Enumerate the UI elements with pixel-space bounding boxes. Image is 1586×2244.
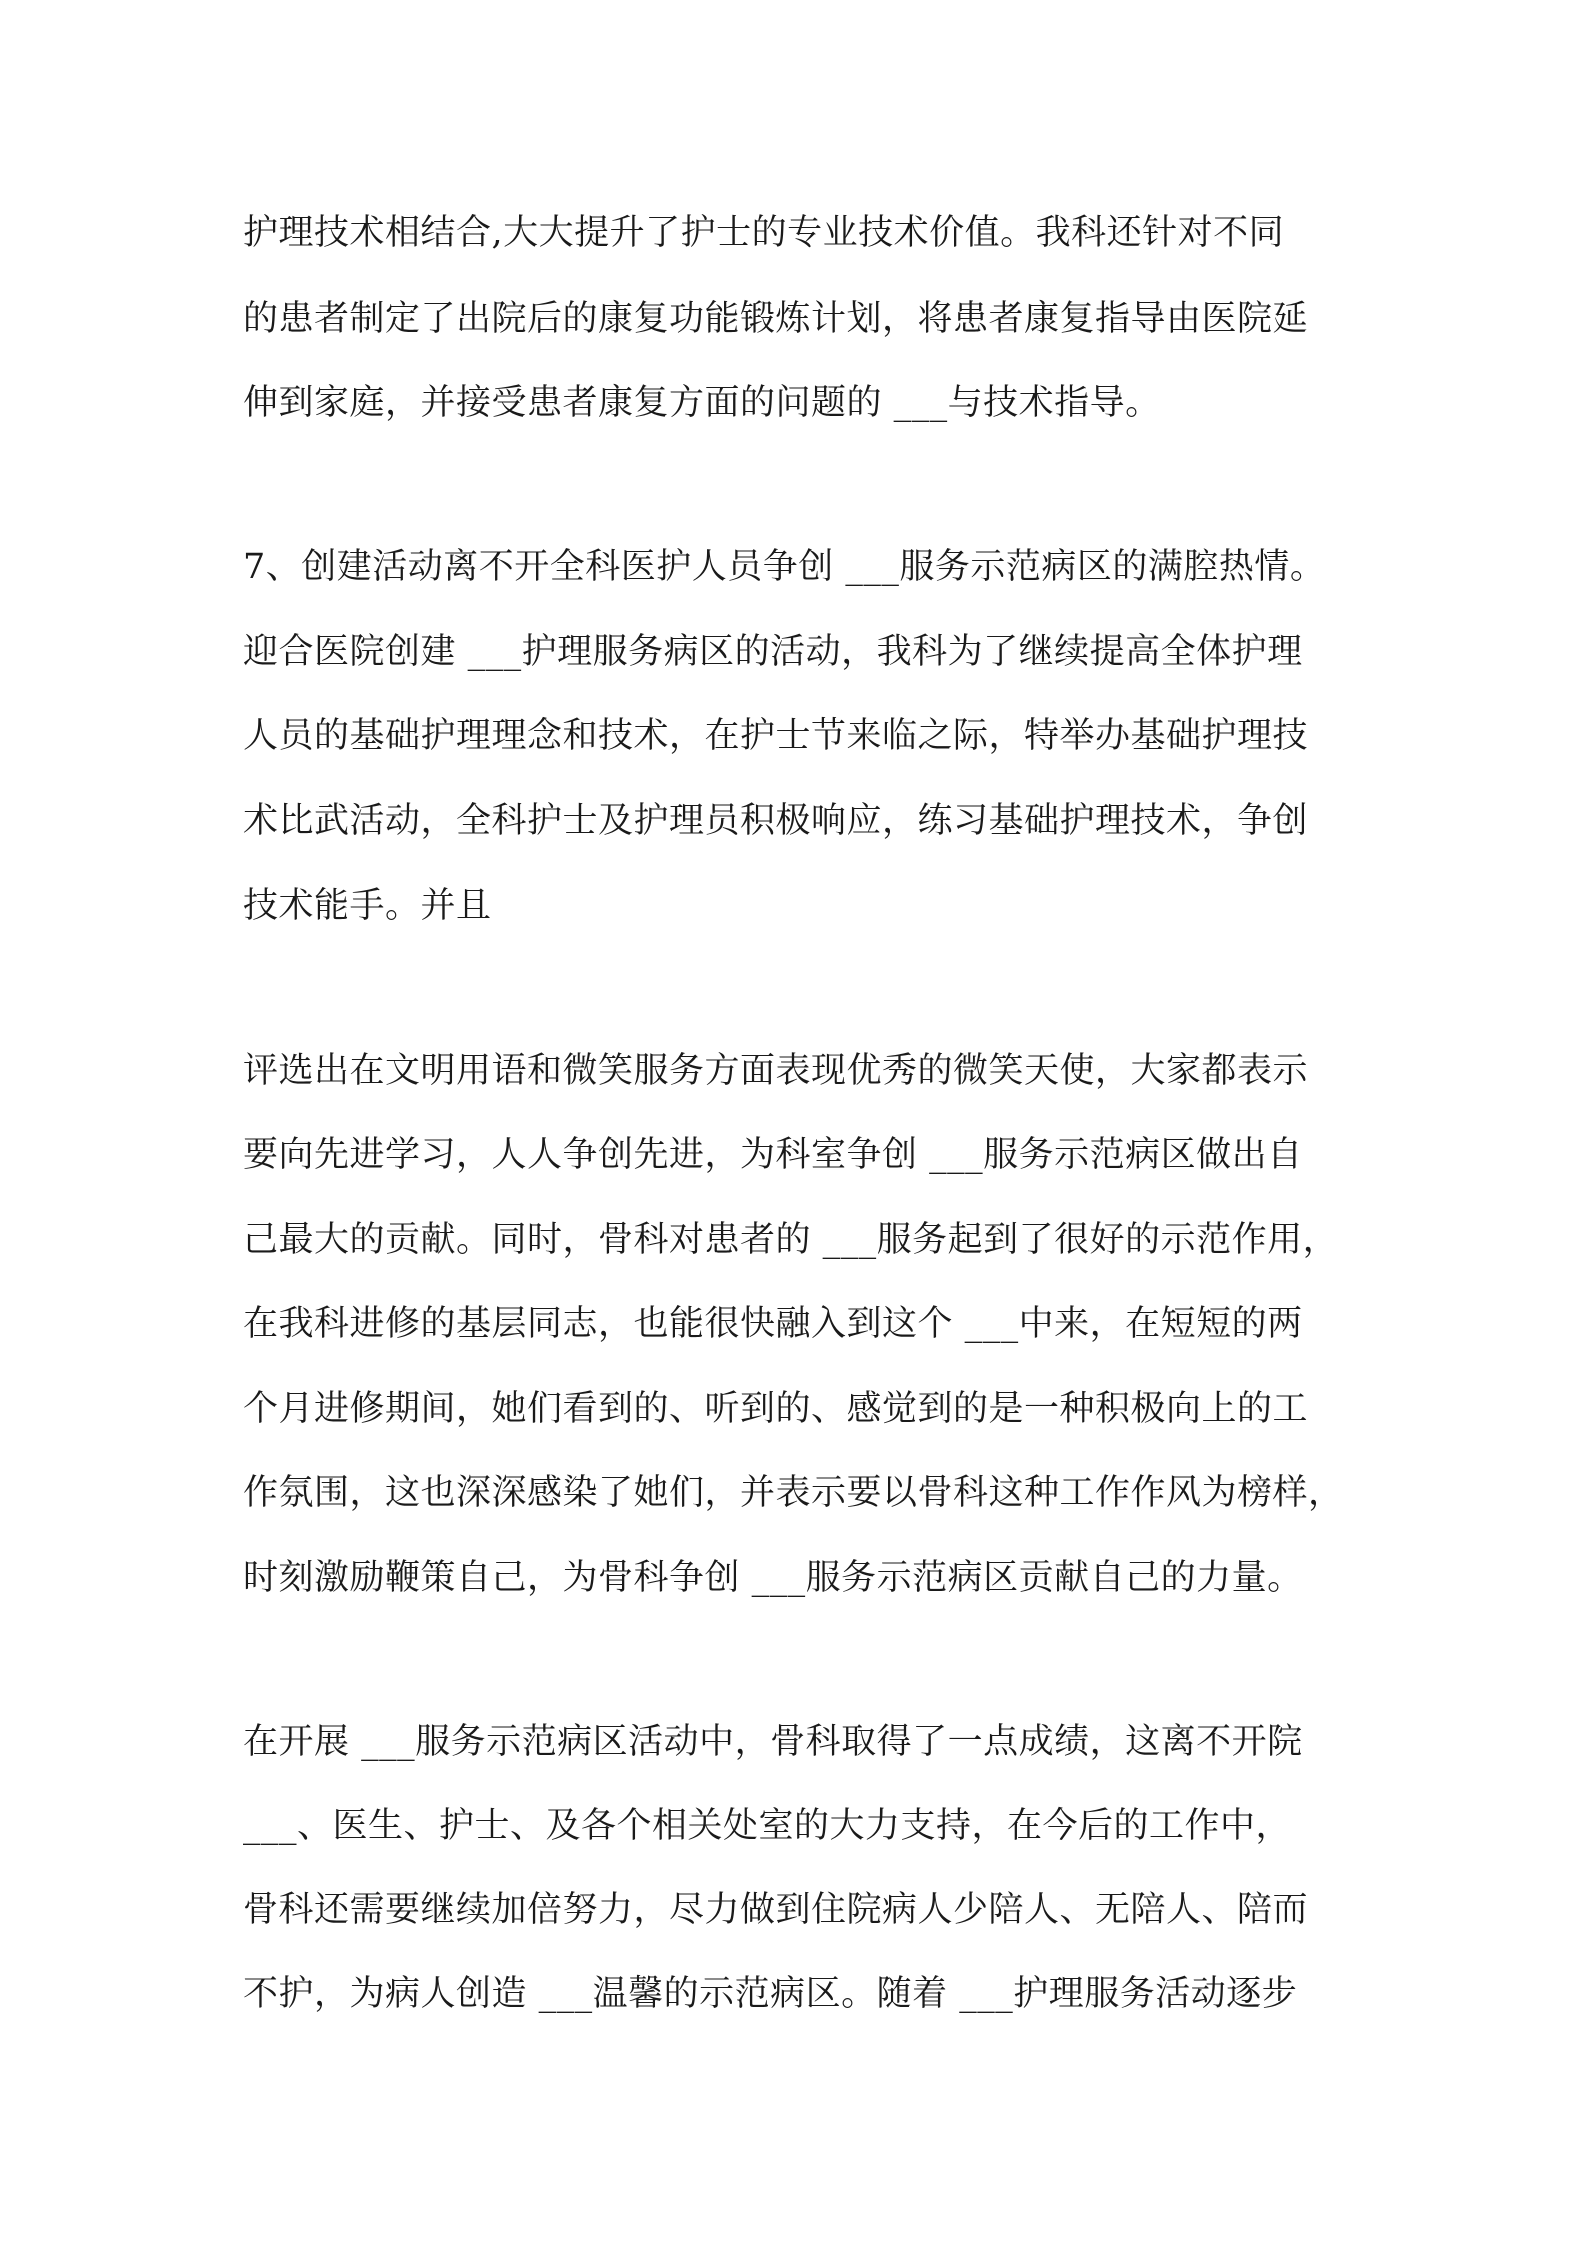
text-line: 个月进修期间，她们看到的、听到的、感觉到的是一种积极向上的工 [243,1389,1309,1429]
text-line: 技术能手。并且 [243,886,492,926]
text-line: 时刻激励鞭策自己，为骨科争创 ___服务示范病区贡献自己的力量。 [243,1558,1303,1598]
text-line: 要向先进学习，人人争创先进，为科室争创 ___服务示范病区做出自 [243,1135,1303,1175]
text-line: 护理技术相结合,大大提升了护士的专业技术价值。我科还针对不同 [243,213,1285,253]
text-line: 骨科还需要继续加倍努力，尽力做到住院病人少陪人、无陪人、陪而 [243,1890,1309,1930]
text-line: 作氛围，这也深深感染了她们，并表示要以骨科这种工作作风为榜样， [243,1473,1344,1513]
text-line: 在我科进修的基层同志，也能很快融入到这个 ___中来，在短短的两 [243,1304,1303,1344]
text-line: 伸到家庭，并接受患者康复方面的问题的 ___与技术指导。 [243,383,1161,423]
text-line: ___、医生、护士、及各个相关处室的大力支持，在今后的工作中， [243,1806,1292,1846]
text-line: 迎合医院创建 ___护理服务病区的活动，我科为了继续提高全体护理 [243,632,1303,672]
text-line: 的患者制定了出院后的康复功能锻炼计划，将患者康复指导由医院延 [243,299,1309,339]
text-line: 在开展 ___服务示范病区活动中，骨科取得了一点成绩，这离不开院 [243,1722,1303,1762]
text-line: 不护，为病人创造 ___温馨的示范病区。随着 ___护理服务活动逐步 [243,1974,1298,2014]
text-line: 评选出在文明用语和微笑服务方面表现优秀的微笑天使，大家都表示 [243,1051,1309,1091]
text-line: 己最大的贡献。同时，骨科对患者的 ___服务起到了很好的示范作用， [243,1220,1339,1260]
text-line: 术比武活动，全科护士及护理员积极响应，练习基础护理技术，争创 [243,801,1309,841]
text-line: 7、创建活动离不开全科医护人员争创 ___服务示范病区的满腔热情。 [243,547,1326,587]
text-line: 人员的基础护理理念和技术，在护士节来临之际，特举办基础护理技 [243,716,1309,756]
